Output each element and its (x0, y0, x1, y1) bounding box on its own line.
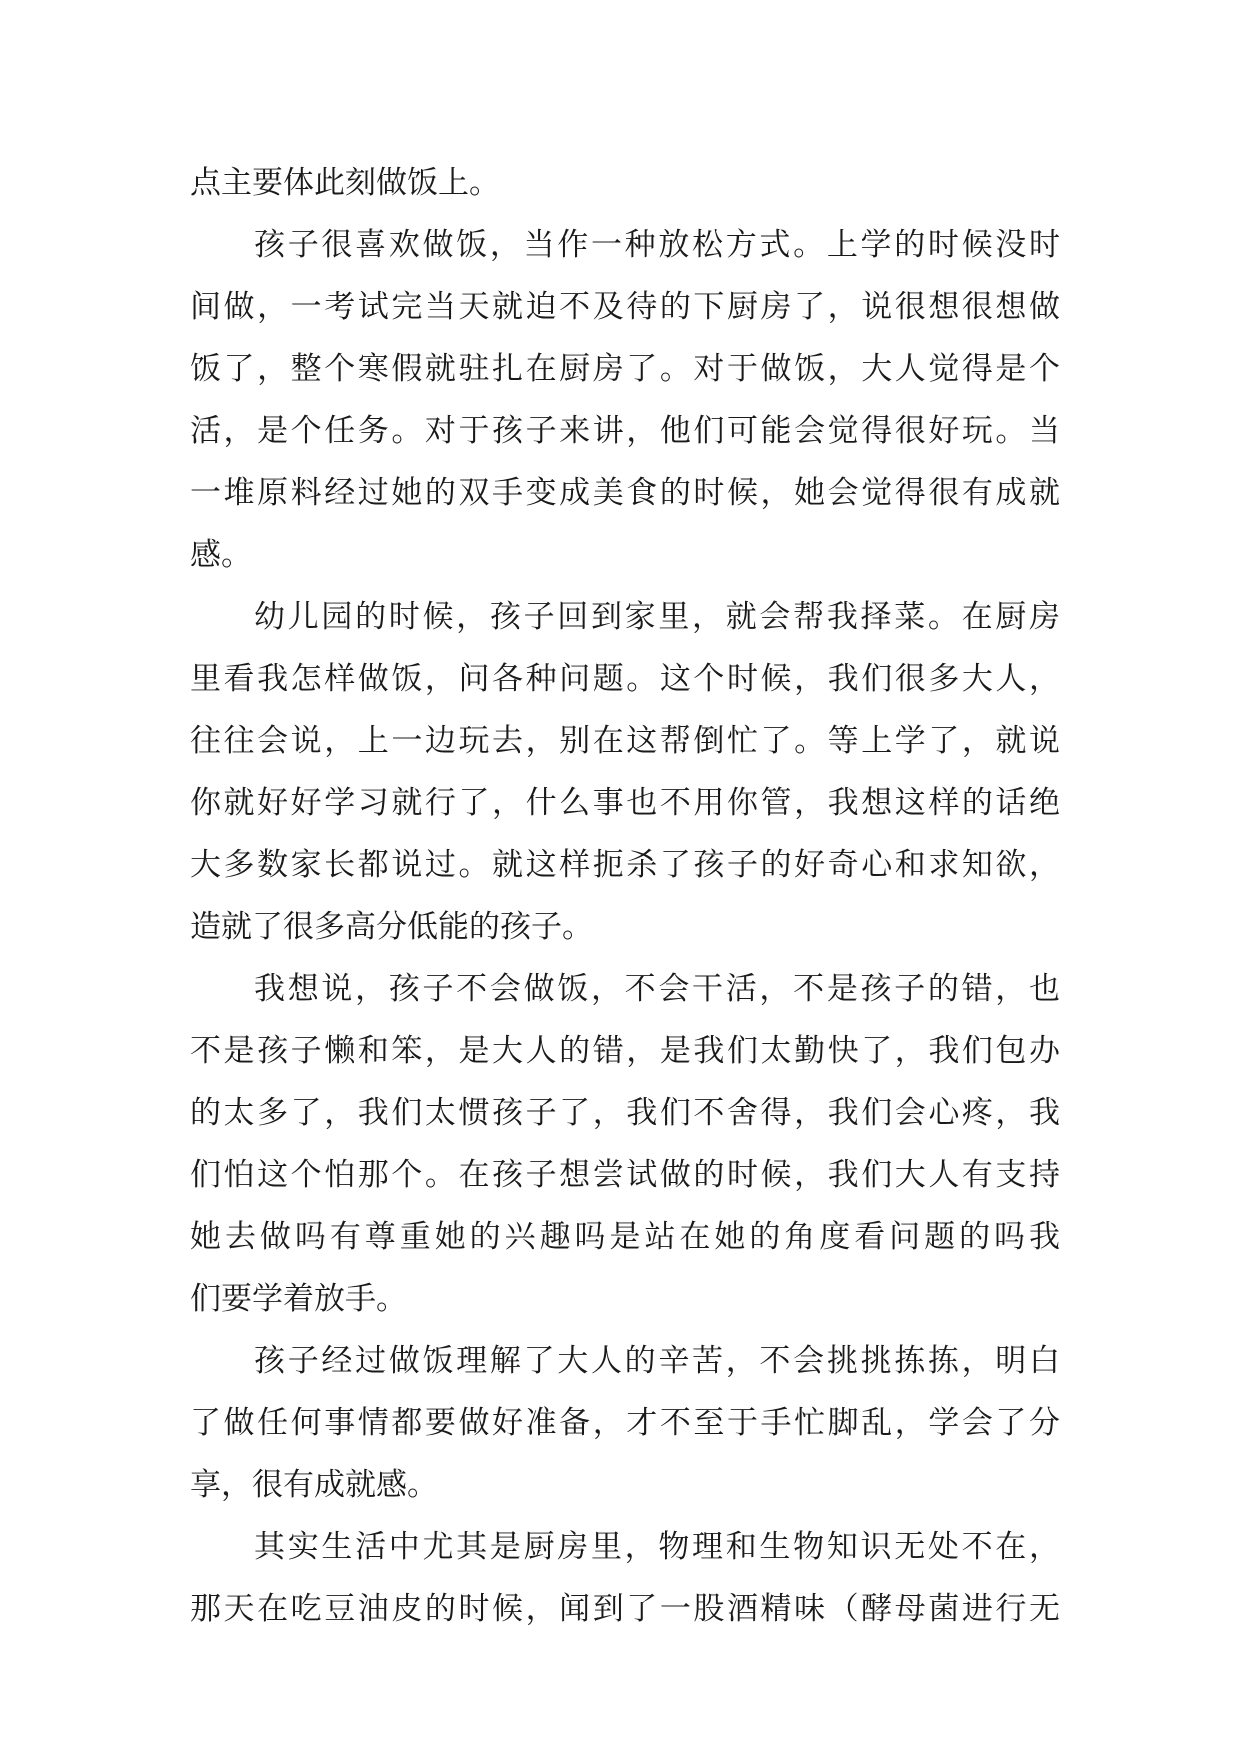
text-line: 了做任何事情都要做好准备，才不至于手忙脚乱，学会了分 (190, 1405, 1060, 1441)
text-line: 那天在吃豆油皮的时候，闻到了一股酒精味（酵母菌进行无 (190, 1591, 1060, 1627)
text-line: 大多数家长都说过。就这样扼杀了孩子的好奇心和求知欲， (190, 847, 1060, 883)
text-line: 造就了很多高分低能的孩子。 (190, 909, 593, 945)
text-line: 不是孩子懒和笨，是大人的错，是我们太勤快了，我们包办 (190, 1033, 1060, 1069)
text-line: 往往会说，上一边玩去，别在这帮倒忙了。等上学了，就说 (190, 723, 1060, 759)
paragraph-first-line: 其实生活中尤其是厨房里，物理和生物知识无处不在， (254, 1529, 1060, 1565)
text-line: 点主要体此刻做饭上。 (190, 165, 500, 201)
text-line: 感。 (190, 537, 252, 573)
text-line: 一堆原料经过她的双手变成美食的时候，她会觉得很有成就 (190, 475, 1060, 511)
paragraph-first-line: 孩子很喜欢做饭，当作一种放松方式。上学的时候没时 (254, 227, 1060, 263)
text-line: 享，很有成就感。 (190, 1467, 438, 1503)
text-line: 她去做吗有尊重她的兴趣吗是站在她的角度看问题的吗我 (190, 1219, 1060, 1255)
paragraph-first-line: 幼儿园的时候，孩子回到家里，就会帮我择菜。在厨房 (254, 599, 1060, 635)
text-line: 你就好好学习就行了，什么事也不用你管，我想这样的话绝 (190, 785, 1060, 821)
text-line: 间做，一考试完当天就迫不及待的下厨房了，说很想很想做 (190, 289, 1060, 325)
body-text (190, 152, 1060, 1640)
text-line: 们怕这个怕那个。在孩子想尝试做的时候，我们大人有支持 (190, 1157, 1060, 1193)
paragraph-first-line: 我想说，孩子不会做饭，不会干活，不是孩子的错，也 (254, 971, 1060, 1007)
text-line: 的太多了，我们太惯孩子了，我们不舍得，我们会心疼，我 (190, 1095, 1060, 1131)
paragraph-first-line: 孩子经过做饭理解了大人的辛苦，不会挑挑拣拣，明白 (254, 1343, 1060, 1379)
text-line: 们要学着放手。 (190, 1281, 407, 1317)
text-line: 饭了，整个寒假就驻扎在厨房了。对于做饭，大人觉得是个 (190, 351, 1060, 387)
text-line: 里看我怎样做饭，问各种问题。这个时候，我们很多大人， (190, 661, 1060, 697)
text-line: 活，是个任务。对于孩子来讲，他们可能会觉得很好玩。当 (190, 413, 1060, 449)
